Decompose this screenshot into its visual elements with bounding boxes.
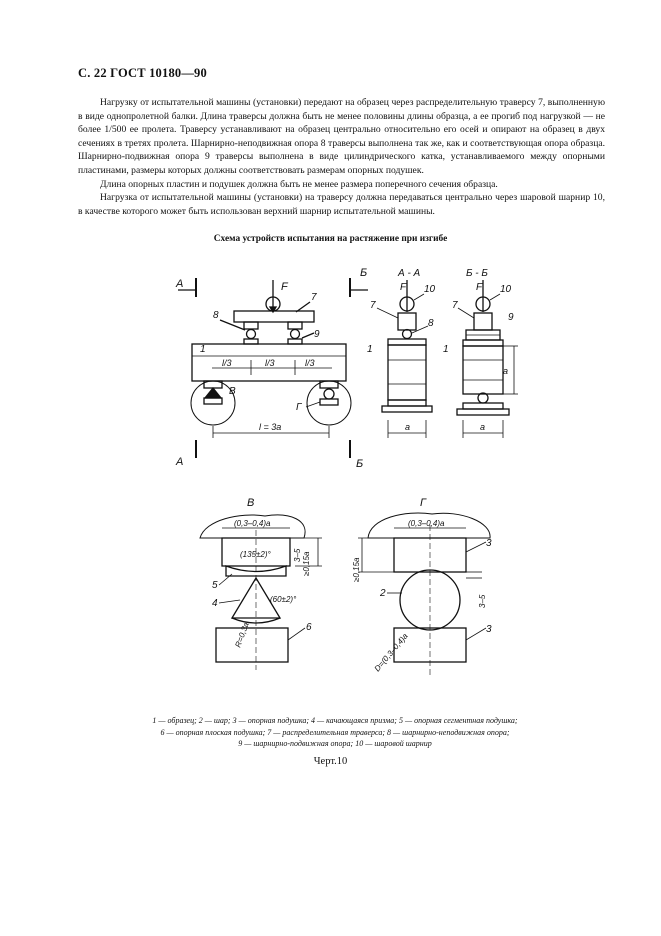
view-aa-title: А - А bbox=[398, 268, 421, 279]
label-7-aa: 7 bbox=[370, 300, 376, 311]
force-label: F bbox=[281, 281, 288, 293]
diam-label: D=(0,3–0,4)a bbox=[372, 631, 410, 674]
dim-span-total: l = 3a bbox=[259, 422, 282, 432]
label-1: 1 bbox=[200, 344, 206, 355]
label-8-aa: 8 bbox=[428, 318, 434, 329]
dim-015a-g: ≥0,15a bbox=[352, 557, 361, 582]
label-5-v: 5 bbox=[212, 580, 218, 591]
dim-015a-v: ≥0,15a bbox=[302, 551, 311, 576]
detail-v-title: В bbox=[247, 497, 255, 509]
label-1-bb: 1 bbox=[443, 344, 449, 355]
page-header: С. 22 ГОСТ 10180—90 bbox=[78, 66, 207, 80]
force-label-bb: F bbox=[476, 282, 483, 293]
label-9: 9 bbox=[314, 329, 320, 340]
label-9-bb: 9 bbox=[508, 312, 514, 323]
section-bb-view bbox=[443, 268, 518, 438]
dim-03-04a-v: (0,3–0,4)a bbox=[234, 519, 271, 528]
dim-l3-left: l/3 bbox=[222, 358, 232, 368]
angle-135: (135±2)° bbox=[240, 550, 271, 559]
label-10-aa: 10 bbox=[424, 284, 436, 295]
dim-a-bb-vert: a bbox=[503, 366, 509, 376]
label-10-bb: 10 bbox=[500, 284, 512, 295]
dim-03-04a-g: (0,3–0,4)a bbox=[408, 519, 445, 528]
label-6-v: 6 bbox=[306, 622, 312, 633]
dim-a-aa: a bbox=[405, 422, 411, 432]
figure-caption: Схема устройств испытания на растяжение при изгибе bbox=[213, 234, 448, 244]
legend-line-1: 1 — образец; 2 — шар; 3 — опорная подушка; 4 — качающаяся призма; 5 — опорная сегментная подушка; bbox=[152, 716, 518, 725]
figure-legend bbox=[100, 715, 570, 750]
label-1-aa: 1 bbox=[367, 344, 373, 355]
paragraph-1: Нагрузку от испытательной машины (установки) передают на образец через распределительную траверсу 7, выполненную в виде однопролетной балки. Длина траверсы должна быть не менее половины длины образца, а ее прогиб под нагрузкой — не более 1/500 ее пролета. Траверсу устанавливают на образец центрально относительно его осей и опирают на образец в двух сечениях в третях пролета. Шарнирно-неподвижная опора 8 траверсы выполнена так же, как и соответствующая опора образца. Шарнирно-подвижная опора 9 траверсы выполнена в виде цилиндрического катка, устанавливаемого между опорными пластинами, размеры которых должны соответствовать размерам опорных подушек. bbox=[78, 97, 605, 176]
section-mark-b-bottom: Б bbox=[356, 458, 364, 470]
view-bb-title: Б - Б bbox=[466, 268, 488, 279]
label-7: 7 bbox=[311, 292, 317, 303]
dim-l3-right: l/3 bbox=[305, 358, 315, 368]
dim-l3-mid: l/3 bbox=[265, 358, 275, 368]
section-mark-a-bottom: А bbox=[176, 456, 184, 468]
section-aa-view bbox=[367, 268, 436, 438]
detail-v-view bbox=[200, 497, 322, 670]
legend-line-2: 6 — опорная плоская подушка; 7 — распределительная траверса; 8 — шарнирно-неподвижная опора; bbox=[160, 727, 510, 737]
detail-g-title: Г bbox=[420, 497, 426, 509]
dim-a-bb: a bbox=[480, 422, 486, 432]
label-3-g-bottom: 3 bbox=[486, 624, 492, 635]
section-mark-a-top: А bbox=[176, 278, 184, 290]
detail-v-mark: В bbox=[229, 386, 236, 397]
detail-g-mark: Г bbox=[296, 402, 302, 413]
paragraph-3: Нагрузка от испытательной машины (установки) на траверсу должна передаваться центрально через шаровой шарнир 10, в качестве которого может быть использован верхний шарнир испытательной машины. bbox=[78, 192, 605, 217]
legend-line-3: 9 — шарнирно-подвижная опора; 10 — шаровой шарнир bbox=[238, 739, 432, 748]
angle-60: (60±2)° bbox=[270, 595, 297, 604]
label-7-bb: 7 bbox=[452, 300, 458, 311]
paragraph-2: Длина опорных пластин и подушек должна быть не менее размера поперечного сечения образца. bbox=[100, 178, 498, 190]
detail-g-view bbox=[352, 497, 492, 675]
figure-number: Черт.10 bbox=[313, 756, 348, 767]
main-view bbox=[175, 267, 368, 470]
dim-35-g: 3–5 bbox=[478, 594, 487, 608]
label-3-g-top: 3 bbox=[486, 538, 492, 549]
label-8: 8 bbox=[213, 310, 219, 321]
label-2-g: 2 bbox=[380, 588, 386, 599]
radius-label: R=0,3a bbox=[233, 621, 251, 649]
label-4-v: 4 bbox=[212, 598, 218, 609]
dim-35-v: 3–5 bbox=[293, 548, 302, 562]
force-label-aa: F bbox=[400, 282, 407, 293]
section-mark-b-top: Б bbox=[360, 267, 368, 279]
